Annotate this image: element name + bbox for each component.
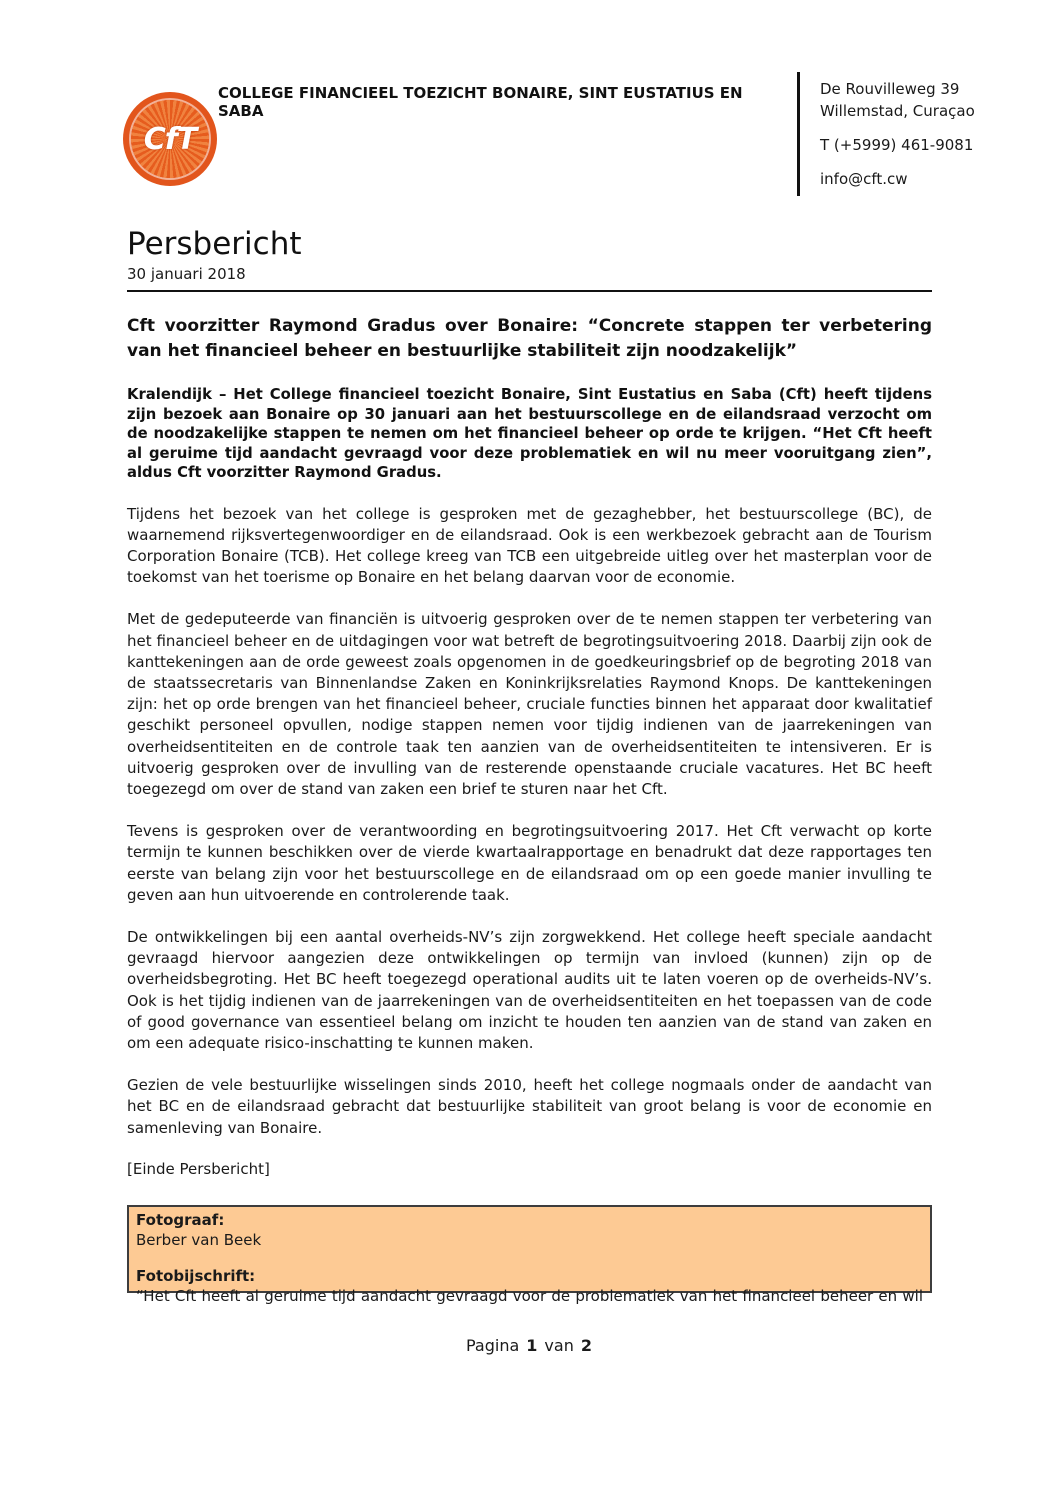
photographer-name: Berber van Beek <box>136 1230 262 1249</box>
lead-paragraph: Kralendijk – Het College financieel toezicht Bonaire, Sint Eustatius en Saba (Cft) heeft tijdens zijn bezoek aan Bonaire op 30 januari aan het bestuurscollege en de eilandsraad verzocht om de noodzakelijke stappen te nemen om het financieel beheer op orde te krijgen. “Het Cft heeft al geruime tijd aandacht gevraagd voor deze problematiek en wil nu meer vooruitgang zien”, aldus Cft voorzitter Raymond Gradus. <box>127 386 932 481</box>
cft-logo-text: CfT <box>143 121 197 157</box>
page-footer <box>0 1336 1058 1355</box>
document-content <box>127 226 932 1305</box>
cft-logo-rays-icon <box>131 100 209 178</box>
body-paragraph: Tevens is gesproken over de verantwoording en begrotingsuitvoering 2017. Het Cft verwacht op korte termijn te kunnen beschikken over de vierde kwartaalrapportage en benadrukt dat deze rapportages ten eerste van belang zijn voor het bestuurscollege en de eilandsraad om op een goede manier invulling te geven aan hun uitvoerende en controlerende taak. <box>127 822 932 904</box>
document-date: 30 januari 2018 <box>127 265 246 283</box>
header-divider <box>797 72 800 196</box>
address-block <box>820 78 975 190</box>
email-address: info@cft.cw <box>820 170 908 188</box>
page-total: 2 <box>580 1336 592 1355</box>
address-street: De Rouvilleweg 39 <box>820 80 960 98</box>
body-paragraph: Gezien de vele bestuurlijke wisselingen sinds 2010, heeft het college nogmaals onder de aandacht van het BC en de eilandsraad gebracht dat bestuurlijke stabiliteit van groot belang is voor de economie en samenleving van Bonaire. <box>127 1076 932 1137</box>
photographer-label: Fotograaf: <box>136 1210 225 1229</box>
title-rule <box>127 290 932 292</box>
address-city: Willemstad, Curaçao <box>820 102 975 120</box>
photo-box-spacer <box>136 1250 923 1266</box>
body-paragraph: Tijdens het bezoek van het college is gesproken met de gezaghebber, het bestuurscollege (BC), de waarnemend rijksvertegenwoordiger en de eilandsraad. Ook is een werkbezoek gebracht aan de Tourism Corporation Bonaire (TCB). Het college kreeg van TCB een uitgebreide uitleg over het masterplan voor de toekomst van het toerisme op Bonaire en het belang daarvan voor de economie. <box>127 504 932 587</box>
body-paragraph: Met de gedeputeerde van financiën is uitvoerig gesproken over de te nemen stappen ter verbetering van het financieel beheer en de uitdagingen voor wat betreft de begrotingsuitvoering 2018. Daarbij zijn ook de kanttekeningen aan de orde geweest zoals opgenomen in de goedkeuringsbrief op de begroting 2018 van de staatssecretaris van Binnenlandse Zaken en Koninkrijksrelaties Raymond Knops. De kanttekeningen zijn: het op orde brengen van het financieel beheer, cruciale functies binnen het apparaat door kwalitatief geschikt personeel opvullen, nodige stappen nemen voor tijdig indienen van de jaarrekeningen van overheidsentiteiten en de controle taak ten aanzien van de overheidsentiteiten te intensiveren. Er is uitvoerig gesproken over de invulling van de resterende openstaande cruciale vacatures. Het BC heeft toegezegd om over de stand van zaken een brief te sturen naar het Cft. <box>127 610 932 798</box>
closing-line: [Einde Persbericht] <box>127 1159 270 1178</box>
caption-text: “Het Cft heeft al geruime tijd aandacht gevraagd voor de problematiek van het financieel beheer en wil <box>136 1286 923 1305</box>
page-label-middle: van <box>544 1336 574 1355</box>
page-number: 1 <box>526 1336 538 1355</box>
page-label-prefix: Pagina <box>466 1336 520 1355</box>
organization-title: COLLEGE FINANCIEEL TOEZICHT BONAIRE, SINT EUSTATIUS EN SABA <box>218 84 743 120</box>
photo-credit-box <box>127 1205 932 1305</box>
body-paragraph: De ontwikkelingen bij een aantal overheids-NV’s zijn zorgwekkend. Het college heeft speciale aandacht gevraagd hiervoor aangezien deze ontwikkelingen op termijn van invloed (kunnen) zijn op de overheidsbegroting. Het BC heeft toegezegd operational audits uit te laten voeren op de overheids-NV’s. Ook is het tijdig indienen van de jaarrekeningen van de overheidsentiteiten en het toepassen van de code of good governance van essentieel belang om inzicht te houden ten aanzien van de stand van zaken en om een adequate risico-inschatting te kunnen maken. <box>127 927 932 1052</box>
document-type-title: Persbericht <box>127 226 302 262</box>
phone-number: T (+5999) 461-9081 <box>820 136 974 154</box>
cft-logo <box>123 92 217 186</box>
caption-label: Fotobijschrift: <box>136 1266 256 1285</box>
headline: Cft voorzitter Raymond Gradus over Bonaire: “Concrete stappen ter verbetering van het financieel beheer en bestuurlijke stabiliteit zijn noodzakelijk” <box>127 316 932 361</box>
